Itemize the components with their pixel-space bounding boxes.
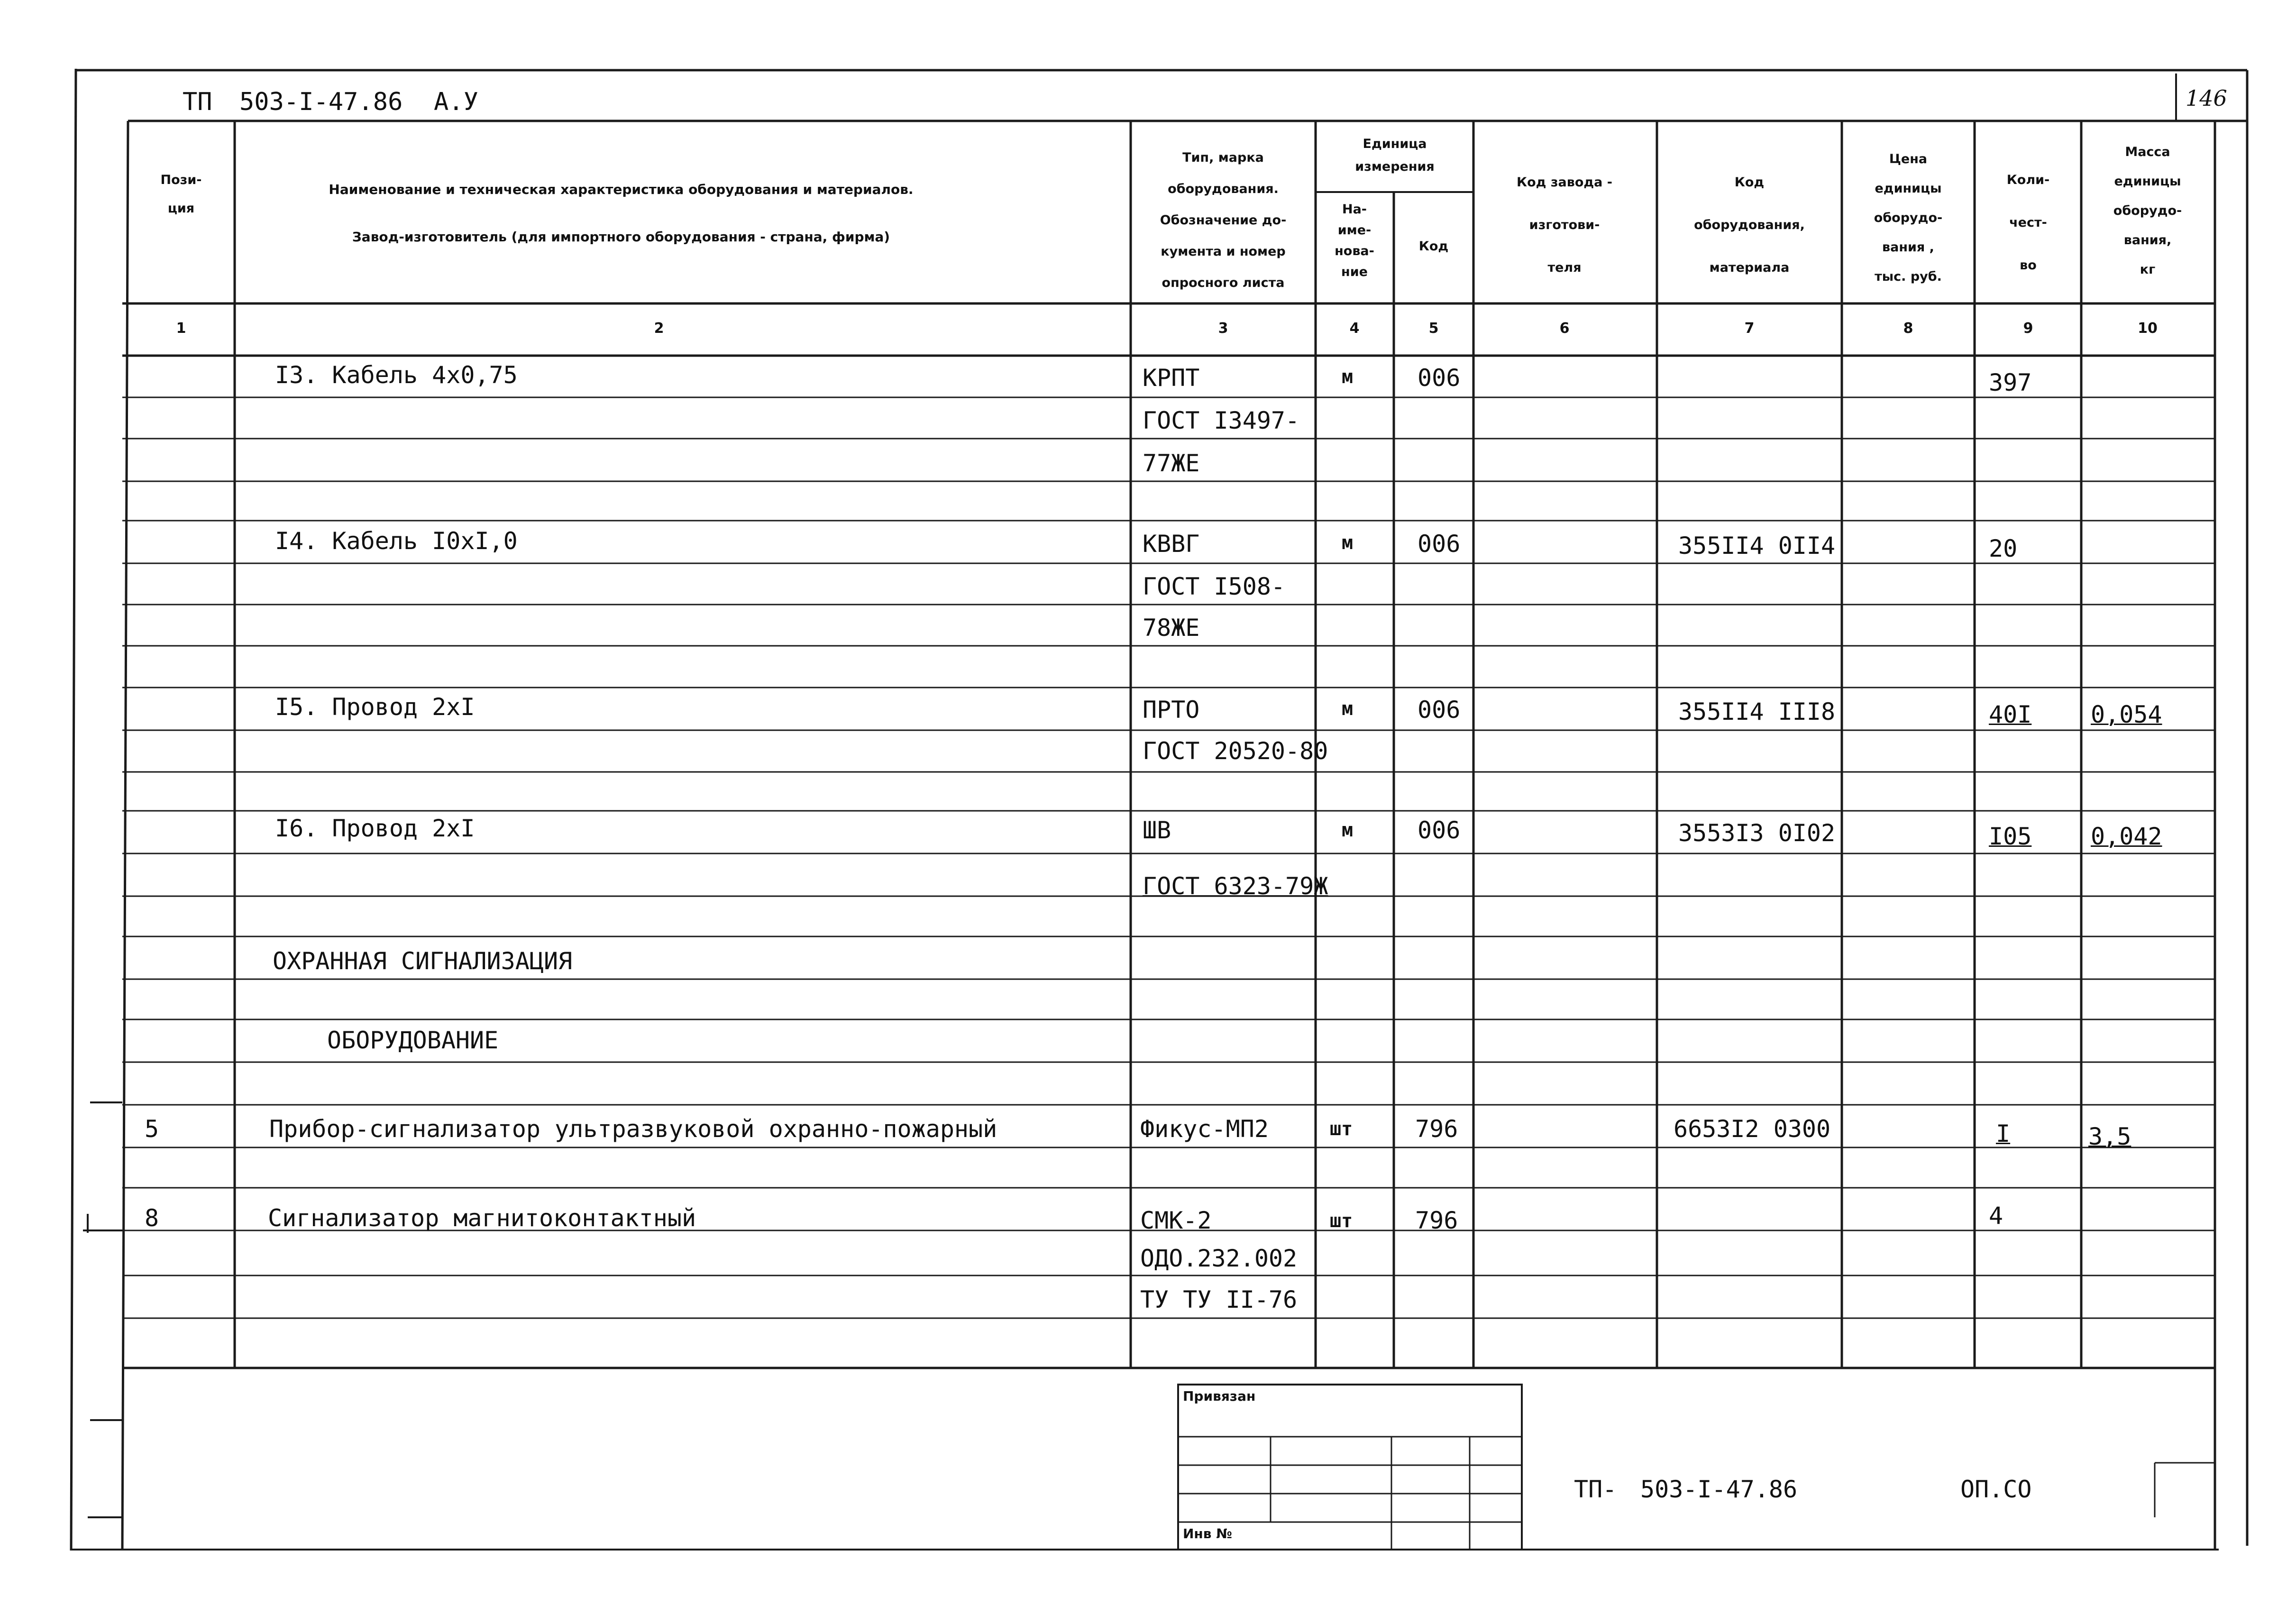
row-name: I6. Провод 2хI bbox=[275, 815, 475, 842]
row-equipment-code: 355II4 III8 bbox=[1678, 698, 1836, 725]
row-quantity: 40I bbox=[1989, 701, 2032, 728]
row-type: ГОСТ I3497- bbox=[1143, 407, 1300, 434]
row-quantity: I bbox=[1996, 1120, 2011, 1147]
doc-number: 503-I-47.86 bbox=[239, 88, 403, 116]
stamp-bound-label: Привязан bbox=[1183, 1388, 1256, 1404]
row-quantity: 397 bbox=[1989, 369, 2032, 396]
column-number: 3 bbox=[1218, 320, 1228, 337]
row-code: 796 bbox=[1415, 1207, 1458, 1234]
row-unit: шт bbox=[1330, 1118, 1353, 1140]
row-unit: м bbox=[1342, 366, 1354, 388]
row-type: ГОСТ 6323-79Ж bbox=[1143, 872, 1328, 900]
doc-series: ТП bbox=[183, 88, 212, 116]
header-position: Пози- ция bbox=[160, 173, 202, 216]
header-price: Цена единицы оборудо- вания , тыс. руб. bbox=[1874, 152, 1943, 284]
row-quantity: 4 bbox=[1989, 1202, 2003, 1229]
column-number: 8 bbox=[1903, 320, 1913, 337]
stamp-inventory-label: Инв № bbox=[1183, 1526, 1232, 1541]
footer-series: ТП- bbox=[1574, 1476, 1617, 1503]
row-unit: м bbox=[1342, 819, 1354, 841]
row-type: 77ЖЕ bbox=[1143, 450, 1200, 477]
section-heading: ОХРАННАЯ СИГНАЛИЗАЦИЯ bbox=[273, 947, 573, 975]
footer-sheet-code: ОП.СО bbox=[1960, 1476, 2032, 1503]
column-number: 9 bbox=[2023, 320, 2033, 337]
header-unit-name: На- име- нова- ние bbox=[1335, 202, 1374, 279]
row-quantity: 20 bbox=[1989, 535, 2018, 562]
row-mass: 0,054 bbox=[2091, 701, 2162, 728]
row-unit: м bbox=[1342, 698, 1354, 720]
column-number: 2 bbox=[654, 320, 664, 337]
row-type: ГОСТ 20520-80 bbox=[1143, 737, 1328, 765]
row-equipment-code: 355II4 0II4 bbox=[1678, 532, 1836, 560]
row-name: Сигнализатор магнитоконтактный bbox=[268, 1204, 696, 1232]
header-quantity: Коли- чест- во bbox=[2006, 173, 2050, 273]
page-number: 146 bbox=[2186, 85, 2227, 111]
column-number: 10 bbox=[2138, 320, 2158, 337]
row-type: ШВ bbox=[1143, 817, 1171, 844]
doc-album: А.У bbox=[434, 88, 478, 116]
column-number: 7 bbox=[1744, 320, 1755, 337]
row-unit: шт bbox=[1330, 1210, 1353, 1232]
row-type: ОДО.232.002 bbox=[1140, 1245, 1298, 1272]
header-mass: Масса единицы оборудо- вания, кг bbox=[2113, 145, 2182, 277]
row-type: КРПТ bbox=[1143, 364, 1200, 392]
row-code: 006 bbox=[1418, 364, 1461, 392]
header-unit-group: Единица измерения bbox=[1355, 137, 1435, 174]
row-code: 006 bbox=[1418, 696, 1461, 724]
row-quantity: I05 bbox=[1989, 823, 2032, 850]
header-equipment-code: Код оборудования, материала bbox=[1694, 175, 1805, 275]
footer-doc-number: 503-I-47.86 bbox=[1640, 1476, 1798, 1503]
row-equipment-code: 6653I2 0300 bbox=[1674, 1115, 1831, 1143]
row-mass: 3,5 bbox=[2088, 1123, 2131, 1150]
row-type: ГОСТ I508- bbox=[1143, 573, 1286, 600]
row-unit: м bbox=[1342, 532, 1354, 554]
row-type: 78ЖЕ bbox=[1143, 614, 1200, 642]
row-name: I3. Кабель 4х0,75 bbox=[275, 361, 518, 389]
header-name: Наименование и техническая характеристика оборудования и материалов. Завод-изготовитель (для импортного оборудования - страна, фирма) bbox=[329, 182, 914, 245]
header-type: Тип, марка оборудования. Обозначение до- кумента и номер опросного листа bbox=[1160, 150, 1287, 290]
header-factory-code: Код завода - изготови- теля bbox=[1517, 175, 1612, 275]
row-equipment-code: 3553I3 0I02 bbox=[1678, 819, 1836, 847]
row-position: 5 bbox=[145, 1115, 159, 1143]
row-name: I5. Провод 2хI bbox=[275, 693, 475, 721]
row-type: ТУ ТУ II-76 bbox=[1140, 1286, 1298, 1313]
row-code: 006 bbox=[1418, 530, 1461, 558]
subsection-heading: ОБОРУДОВАНИЕ bbox=[327, 1027, 499, 1054]
row-type: СМК-2 bbox=[1140, 1207, 1212, 1234]
row-position: 8 bbox=[145, 1204, 159, 1232]
row-type: Фикус-МП2 bbox=[1140, 1115, 1269, 1143]
row-type: ПРТО bbox=[1143, 696, 1200, 724]
row-code: 796 bbox=[1415, 1115, 1458, 1143]
header-unit-code: Код bbox=[1418, 239, 1449, 254]
row-code: 006 bbox=[1418, 817, 1461, 844]
row-type: КВВГ bbox=[1143, 530, 1200, 558]
column-number: 5 bbox=[1428, 320, 1439, 337]
column-number: 1 bbox=[176, 320, 186, 337]
row-name: I4. Кабель I0хI,0 bbox=[275, 527, 518, 555]
column-number: 4 bbox=[1349, 320, 1360, 337]
row-mass: 0,042 bbox=[2091, 823, 2162, 850]
column-number: 6 bbox=[1559, 320, 1570, 337]
row-name: Прибор-сигнализатор ультразвуковой охранно-пожарный bbox=[269, 1115, 997, 1143]
